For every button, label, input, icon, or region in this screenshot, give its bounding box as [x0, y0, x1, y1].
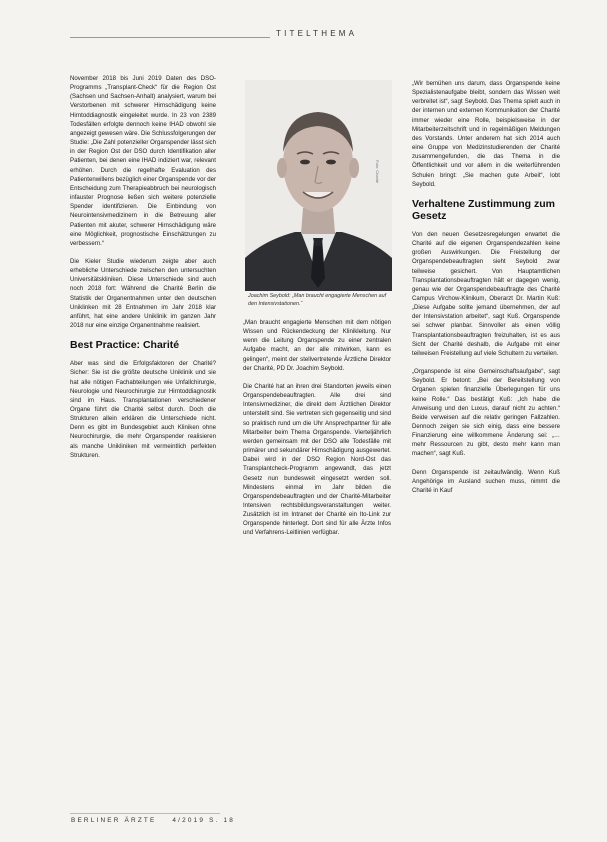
- paragraph: Aber was sind die Erfolgsfaktoren der Charité? Sicher: Sie ist die größte deutsche Uniklinik und sie hat alle nötigen Fachabteilungen wie Unfallchirurgie, Neurologie und Neurochirurgie zur Hirntoddiagnostik sind im Haus. Transplantationen verschiedener Organe führt die Charité selbst durch. Doch die Strukturen allein erklären die Unterschiede nicht. Denn es gibt im Bundesgebiet auch Kliniken ohne Neurochirurgie, die mehr Organspender realisieren als manche Unikliniken mit vermeintlich perfekten Strukturen.: [70, 360, 216, 459]
- paragraph: November 2018 bis Juni 2019 Daten des DSO-Programms „Transplant-Check“ für die Region Ost (Sachsen und Sachsen-Anhalt) analysiert, warum bei Verstorbenen mit schwerer Hirnschädigung keine Hirntoddiagnostik eingeleitet wurde. In 23 von 2389 Todesfällen erfolgte dennoch keine IHAD obwohl sie angezeigt gewesen wäre. Die Schlussfolgerungen der Studie: „Die Zahl potenzieller Organspender lässt sich in der Region Ost der DSO durch Identifikation aller Patienten, bei denen eine IHAD indiziert war, relevant erhöhen. Durch die regelhafte Evaluation des Patientenwillens bezüglich einer Organspende vor der Entscheidung zum Therapieabbruch bei neurologisch infauster Prognose ließen sich weitere potenzielle Spender identifizieren. Die Einbindung von Neurointensivmedizinern in die Betreuung aller Patienten mit akuter, schwerer Hirnschädigung wäre eine Möglichkeit, prognostische Einschätzungen zu verbessern.“: [70, 75, 217, 247]
- paragraph: „Organspende ist eine Gemeinschaftsaufgabe“, sagt Seybold. Er betont: „Bei der Bereitstellung von Organen spielen finanzielle Überlegungen für uns keine Rolle.“ Das bestätigt Kuß: „Ich habe die Anweisung und den Luxus, darauf nicht zu achten.“ Beide verweisen auf die relativ geringen Fallzahlen. Dennoch zeigen sie sich einig, dass eine bessere Finanzierung eine willkommene Änderung sei: „… mehr Ressourcen zu gibt, desto mehr kann man machen“, sagt Kuß.: [412, 368, 560, 458]
- photo-credit: Foto: Charité: [375, 160, 380, 184]
- paragraph: Von den neuen Gesetzesregelungen erwartet die Charité auf die eigenen Organspendezahlen keine großen Auswirkungen. Die Freistellung der Organspendebeauftragten sieht Seybold zwar teilweise gesichert. Von Hauptamtlichen Transplantationsbeauftragten hält er dagegen wenig, genau wie der Organspendebeauftragte des Charité Campus Virchow-Klinikum, Oberarzt Dr. Martin Kuß: „Diese Aufgabe sollte jemand übernehmen, der auf der Intensivstation arbeitet“, sagt Kuß. Organspende sei schwer planbar. Sinnvoller als einen völlig Transplantationsbeauftragten freizuhalten, ist es aus Sicht der Charité deshalb, die Aufgabe mit einer teilweisen Freistellung auf viele Schultern zu verteilen.: [412, 230, 560, 357]
- header-rule: [70, 37, 270, 38]
- paragraph: Denn Organspende ist zeitaufwändig. Wenn Kuß Angehörige im Ausland suchen muss, nimmt die Charité in Kauf: [412, 468, 560, 494]
- magazine-name: BERLINER ÄRZTE: [71, 817, 157, 824]
- paragraph: Die Kieler Studie wiederum zeigte aber auch erhebliche Unterschiede zwischen den untersuchten Universitätskliniken. Diese Unterschiede sind auch noch 2018 fort: Während die Charité Berlin die Statistik der Organentnahmen unter den deutschen Uniklinken mit 28 Entnahmen im Jahr 2018 klar anführt, hat eine andere Uniklinik im ganzen Jahr 2018 nur eine einzige Organentnahme realisiert.: [70, 257, 216, 330]
- paragraph: „Wir bemühen uns darum, dass Organspende keine Spezialistenaufgabe bleibt, sondern das Wissen weit verbreitet ist“, sagt Seybold. Das Thema spielt auch in der internen und externen Kommunikation der Charité immer wieder eine Rolle, beispielsweise in der Mitarbeiterzeitschrift und in regelmäßigen Meldungen des Vorstands. Unter anderem hat sich 2014 auch eine Gruppe von Medizinstudierenden der Charité zusammengefunden, die das Thema in die Öffentlichkeit und vor allem in die weiterführenden Schulen bringt: „Sie machen gute Arbeit“, lobt Seybold.: [412, 80, 560, 188]
- photo-caption: Joachim Seybold: „Man braucht engagierte Menschen auf den Intensivstationen.“: [248, 293, 387, 307]
- paragraph: Die Charité hat an ihren drei Standorten jeweils einen Organspendebeauftragten. Alle drei sind Intensivmediziner, die direkt dem Ärztlichen Direktor unterstellt sind. Sie vertreten sich gegenseitig und sind so praktisch rund um die Uhr Ansprechpartner für alle Mitarbeiter beim Thema Organspende. Vierteljährlich werden gemeinsam mit der DSO alle Todesfälle mit primärer und sekundärer Hirnschädigung ausgewertet. Dabei wird in der DSO Region Nord-Ost das Transplantcheck-Programm angewandt, das jetzt Gesetz nun bundesweit eingesetzt werden soll. Mindestens einmal im Jahr bilden die Organspendebeauftragten und der Charité-Mitarbeiter Intensiven rechtsbildungsveranstaltungen weiter. Zusätzlich ist im Intranet der Charité ein Ito-Link zur Organspende hinterlegt. Dort sind für alle Ärzte Infos und Verfahrens-Leitlinien verfügbar.: [243, 382, 391, 537]
- footer: [71, 817, 235, 824]
- section-heading-best-practice: Best Practice: Charité: [70, 339, 180, 352]
- issue-page: 4/2019 S. 18: [172, 817, 236, 824]
- portrait-illustration: [245, 80, 392, 291]
- paragraph: „Man braucht engagierte Menschen mit dem nötigen Wissen und Rückendeckung der Klinikleitung. Nur wenn die Leitung Organspende zu einer zentralen Aufgabe macht, an der alle mitwirken, kann es gelingen“, meint der stellvertretende Ärztliche Direktor der Charité, PD Dr. Joachim Seybold.: [243, 319, 391, 372]
- footer-rule: [70, 813, 220, 814]
- right-column: [412, 79, 560, 504]
- left-column: [70, 74, 216, 469]
- section-label: TITELTHEMA: [276, 29, 358, 38]
- portrait-photo: [245, 80, 392, 291]
- middle-column: [243, 318, 391, 547]
- section-heading-zustimmung: Verhaltene Zustimmung zum Gesetz: [412, 197, 555, 222]
